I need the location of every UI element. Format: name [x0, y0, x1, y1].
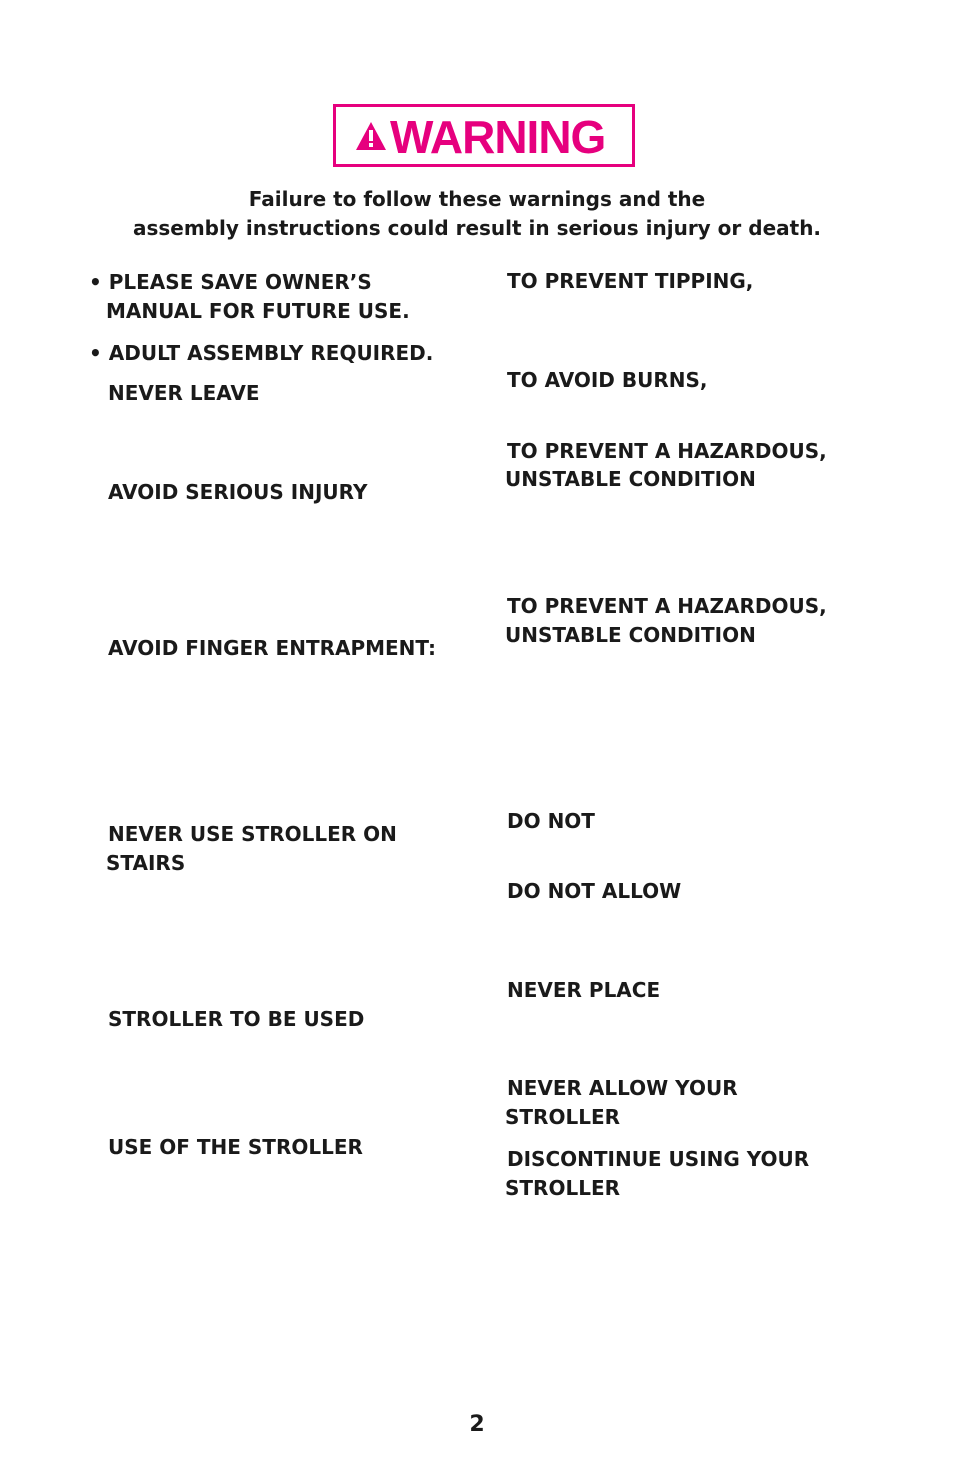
heading-avoid-serious-injury: AVOID SERIOUS INJURY [108, 480, 368, 504]
heading-never-leave: NEVER LEAVE [108, 381, 260, 405]
heading-never-use-stairs-line-2: STAIRS [106, 851, 186, 875]
warning-title: WARNING [390, 111, 606, 163]
heading-discontinue-line-1: DISCONTINUE USING YOUR [507, 1147, 810, 1171]
bullet-save-manual-line-2: MANUAL FOR FUTURE USE. [106, 299, 410, 323]
intro-line-2: assembly instructions could result in serious injury or death. [132, 216, 822, 240]
heading-avoid-finger-entrapment: AVOID FINGER ENTRAPMENT: [108, 636, 436, 660]
heading-never-use-stairs-line-1: NEVER USE STROLLER ON [108, 822, 397, 846]
heading-prevent-tipping: TO PREVENT TIPPING, [507, 269, 754, 293]
heading-hazardous-2-line-2: UNSTABLE CONDITION [505, 623, 756, 647]
warning-banner [333, 104, 635, 167]
page-number: 2 [469, 1412, 485, 1437]
heading-never-allow-line-1: NEVER ALLOW YOUR [507, 1076, 738, 1100]
heading-do-not-allow: DO NOT ALLOW [507, 879, 682, 903]
heading-discontinue-line-2: STROLLER [505, 1176, 620, 1200]
heading-never-place: NEVER PLACE [507, 978, 661, 1002]
heading-hazardous-2-line-1: TO PREVENT A HAZARDOUS, [507, 594, 827, 618]
heading-hazardous-1-line-1: TO PREVENT A HAZARDOUS, [507, 439, 827, 463]
heading-avoid-burns: TO AVOID BURNS, [507, 368, 708, 392]
warning-triangle-icon [354, 119, 388, 153]
bullet-adult-assembly: • ADULT ASSEMBLY REQUIRED. [89, 341, 434, 365]
heading-stroller-to-be-used: STROLLER TO BE USED [108, 1007, 365, 1031]
intro-line-1: Failure to follow these warnings and the [248, 187, 706, 211]
heading-never-allow-line-2: STROLLER [505, 1105, 620, 1129]
heading-hazardous-1-line-2: UNSTABLE CONDITION [505, 467, 756, 491]
heading-use-of-the-stroller: USE OF THE STROLLER [108, 1135, 363, 1159]
heading-do-not: DO NOT [507, 809, 595, 833]
bullet-save-manual-line-1: • PLEASE SAVE OWNER’S [89, 270, 372, 294]
